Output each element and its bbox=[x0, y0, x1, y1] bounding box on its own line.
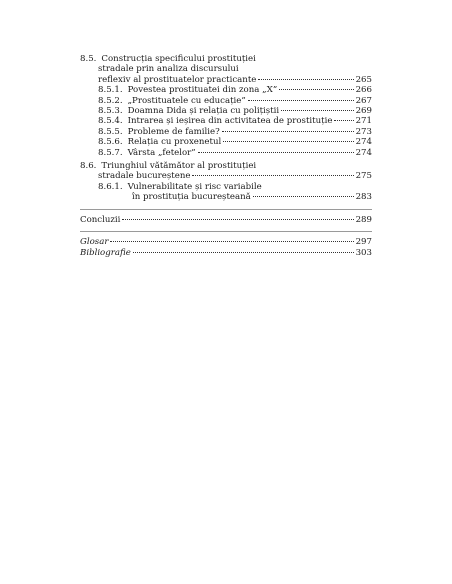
dot-leader bbox=[198, 152, 354, 153]
toc-entry-8-5-4[interactable] bbox=[80, 116, 372, 126]
page-number: 269 bbox=[355, 106, 372, 117]
section-title: „Prostituatele cu educație” bbox=[127, 95, 246, 106]
dot-leader bbox=[222, 131, 354, 132]
page-number: 275 bbox=[355, 171, 372, 182]
table-of-contents bbox=[80, 54, 372, 258]
page-number: 273 bbox=[355, 126, 372, 137]
dot-leader bbox=[133, 252, 354, 253]
page-number: 283 bbox=[355, 192, 372, 203]
section-title: Intrarea și ieșirea din activitatea de prostituție bbox=[127, 116, 333, 127]
page-number: 274 bbox=[355, 137, 372, 148]
toc-entry-8-5-1[interactable] bbox=[80, 85, 372, 95]
page-number: 267 bbox=[355, 95, 372, 106]
dot-leader bbox=[279, 89, 353, 90]
section-number: 8.5.4. bbox=[98, 116, 123, 127]
section-title: Doamna Dida și relația cu polițiștii bbox=[127, 106, 280, 117]
section-number: 8.5. bbox=[80, 54, 97, 64]
dot-leader bbox=[223, 141, 353, 142]
dot-leader bbox=[253, 196, 354, 197]
toc-entry-8-5-3[interactable] bbox=[80, 106, 372, 116]
section-number: 8.5.1. bbox=[98, 85, 123, 96]
section-title-line: Triunghiul vătămător al prostituției bbox=[101, 161, 257, 172]
dot-leader bbox=[334, 120, 353, 121]
divider bbox=[80, 231, 372, 232]
section-title: Vârsta „fetelor” bbox=[127, 147, 196, 158]
page-number: 297 bbox=[355, 237, 372, 248]
dot-leader bbox=[192, 175, 353, 176]
page-number: 265 bbox=[355, 74, 372, 85]
section-number: 8.6. bbox=[80, 161, 97, 172]
toc-entry-8-5-6[interactable] bbox=[80, 137, 372, 147]
dot-leader bbox=[248, 100, 354, 101]
section-number: 8.5.6. bbox=[98, 137, 123, 148]
section-title-line: stradale prin analiza discursului bbox=[98, 64, 239, 75]
page-number: 266 bbox=[355, 85, 372, 96]
page-number: 274 bbox=[355, 147, 372, 158]
section-title-line: reflexiv al prostituatelor practicante bbox=[98, 74, 257, 85]
toc-entry-8-5-7[interactable] bbox=[80, 148, 372, 158]
section-number: 8.5.7. bbox=[98, 147, 123, 158]
section-title-line: Vulnerabilitate și risc variabile bbox=[127, 181, 262, 192]
toc-entry-bibliografie[interactable] bbox=[80, 248, 372, 258]
dot-leader bbox=[258, 79, 353, 80]
toc-entry-concluzii[interactable] bbox=[80, 215, 372, 225]
chapter-title: Glosar bbox=[80, 237, 109, 248]
page-number: 271 bbox=[355, 116, 372, 127]
toc-entry-8-5-5[interactable] bbox=[80, 127, 372, 137]
section-number: 8.5.5. bbox=[98, 126, 123, 137]
page-number: 289 bbox=[355, 214, 372, 225]
chapter-title: Bibliografie bbox=[80, 247, 131, 258]
divider bbox=[80, 209, 372, 210]
section-number: 8.5.3. bbox=[98, 106, 123, 117]
section-title: Povestea prostituatei din zona „X” bbox=[127, 85, 278, 96]
section-title-line: în prostituția bucureșteană bbox=[132, 192, 251, 203]
dot-leader bbox=[122, 219, 353, 220]
toc-entry-8-5[interactable] bbox=[80, 54, 372, 85]
toc-entry-8-6-1[interactable] bbox=[80, 182, 372, 203]
section-number: 8.6.1. bbox=[98, 181, 123, 192]
toc-entry-8-6[interactable] bbox=[80, 161, 372, 182]
chapter-title: Concluzii bbox=[80, 214, 121, 225]
section-title: Relația cu proxenetul bbox=[127, 137, 222, 148]
dot-leader bbox=[110, 241, 353, 242]
dot-leader bbox=[281, 110, 353, 111]
section-title-line: stradale bucureștene bbox=[98, 171, 191, 182]
page-number: 303 bbox=[355, 247, 372, 258]
section-number: 8.5.2. bbox=[98, 95, 123, 106]
toc-entry-8-5-2[interactable] bbox=[80, 96, 372, 106]
section-title-line: Construcția specificului prostituției bbox=[101, 54, 256, 64]
toc-entry-glosar[interactable] bbox=[80, 237, 372, 247]
section-title: Probleme de familie? bbox=[127, 126, 220, 137]
